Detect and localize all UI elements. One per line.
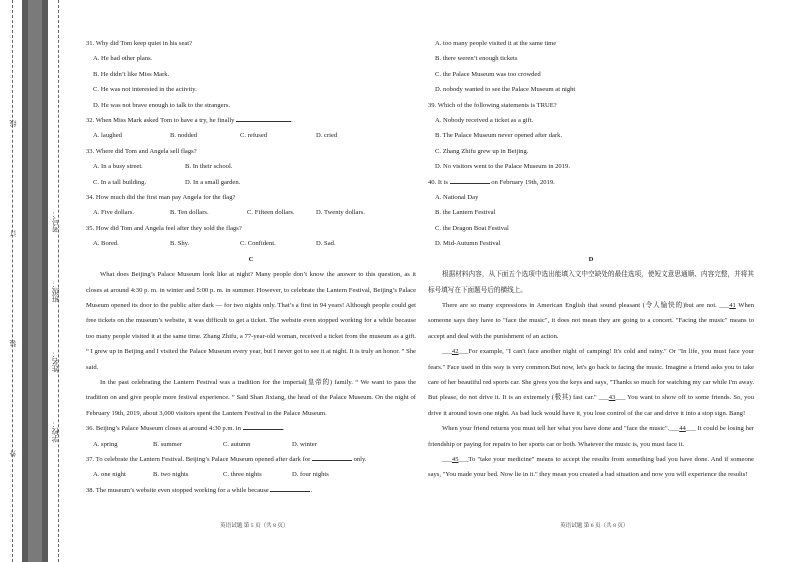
question-33: 33. Where did Tom and Angela sell flags? — [86, 147, 197, 155]
passage-paragraph: ___42___For example, "I can't face another night of camping! It's cold and rainy." Or "In life, you must face your fears." Face used in this way is very common.But now, let's go back to facing the music. Imagine a friend asks you to take care of her beautiful red sports car. She gives you the keys and says, "Thanks so much for watching my car while I'm away. But please, do not drive it. It is an extremely (极其) fast car." ___43___ You want to show off to some friends. So, you drive it around town one night. As bad luck would have it, you lose control of the car and drive it into a stop sign. Bang! — [428, 348, 754, 417]
option: C. In a tall building. — [93, 178, 147, 186]
option: D. He was not brave enough to talk to the strangers. — [93, 101, 230, 109]
class-field: 班级： — [51, 280, 60, 303]
passage-paragraph: When your friend returns you must tell her what you have done and "face the music".___44___ It could be losing her friendship or paying for repairs to her sports car or both. Whatever the music is, you must face it. — [428, 425, 754, 448]
option: A. too many people visited it at the same time — [435, 40, 557, 47]
option: B. He didn’t like Miss Mark. — [93, 70, 170, 78]
instructions: 根据材料内容，从下面五个选项中选出能填入文中空缺处的最佳选项，使短文意思通顺、内容完整，并将其标号填写在下面题号后的横线上。 — [428, 271, 754, 294]
binding-mark: 装 — [9, 340, 17, 347]
option: C. the Dragon Boat Festival — [435, 224, 509, 232]
option: A. Nobody received a ticket as a gift. — [435, 117, 534, 125]
option: D. Sad. — [316, 240, 336, 248]
option: C. autumn — [223, 440, 251, 448]
passage-paragraph: What does Beijing’s Palace Museum look like at night? Many people don’t know the answer to this question, as it closes at around 4:30 p. m. in winter and 5:00 p. m. in summer. However, to celebrate the Lantern Festival, Beijing’s Palace Museum opened its door to the public after dark — for two nights only. That’s a first in 94 years! Although people could get free tickets on the museum’s website, it was difficult to get a ticket. The website even stopped working for a while because too many people visited it at the same time. Zhang Zhifu, a 77-year-old woman, received a ticket from the museum as a gift. “ I grew up in Beijing and I visited the Palace Museum every year, but I never got to see it at night. It is truly an honor. ” She said. — [86, 271, 416, 371]
answer-blank — [243, 421, 283, 430]
option: B. nodded — [170, 132, 198, 140]
option: D. cried — [316, 132, 338, 140]
section-heading-d: D — [588, 255, 594, 263]
answer-blank — [312, 452, 352, 461]
option: D. Twenty dollars. — [316, 209, 365, 217]
binding-bar-inner — [28, 0, 42, 562]
passage-paragraph: ___45___To "take your medicine" means to accept the results from something bad you have done. And if someone says, "You made your bed. Now lie in it." they mean you created a bad situation and now you will experience the results! — [428, 455, 754, 479]
option: C. He was not interested in the activity. — [93, 86, 197, 94]
answer-blank — [450, 175, 490, 184]
question-37: 37. To celebrate the Lantern Festival. Beijing’s Palace Museum opened after dark for only. — [86, 452, 416, 467]
passage-paragraph: In the past celebrating the Lantern Festival was a tradition for the imperial(皇帝的) family. “ We want to pass the tradition on and give people more festival experience. ” Said Shan Jixiang, the head of the Palace Museum. On the night of February 19th, 2019, about 3,000 visitors spent the Lantern Festival in the Palace Museum. — [86, 378, 416, 417]
question-31: 31. Why did Tom keep quiet in his seat? — [86, 40, 193, 47]
option: D. Mid-Autumn Festival — [435, 240, 501, 248]
binding-strip — [0, 0, 70, 562]
binding-mark: 外 — [9, 450, 17, 457]
binding-mark: 订 — [9, 230, 17, 237]
option: C. refused — [240, 132, 268, 140]
option: C. three nights — [223, 471, 262, 479]
options-row — [86, 159, 416, 174]
option: B. summer — [153, 440, 182, 448]
option: A. Bored. — [93, 240, 119, 248]
option: D. winter — [292, 440, 317, 448]
option: C. Zhang Zhifu grew up in Beijing. — [435, 147, 529, 155]
option: D. No visitors went to the Palace Museum in 2019. — [435, 163, 570, 171]
blank-44: 44 — [679, 425, 686, 433]
options-row — [86, 467, 416, 482]
blank-42: 42 — [451, 348, 459, 356]
option: C. Confident. — [240, 240, 276, 248]
left-column — [86, 36, 416, 498]
school-field: 学校： — [51, 420, 60, 443]
option: A. one night — [93, 471, 126, 479]
option: A. Five dollars. — [93, 209, 135, 217]
option: A. spring — [93, 440, 118, 448]
blank-43: 43 — [608, 394, 616, 402]
blank-41: 41 — [729, 301, 736, 309]
question-34: 34. How much did the first man pay Angela for the flag? — [86, 194, 236, 202]
option: C. Fifteen dollars. — [247, 209, 295, 217]
option: B. the Lantern Festival — [435, 209, 496, 217]
option: B. The Palace Museum never opened after dark. — [435, 132, 563, 140]
option: B. Shy. — [170, 240, 190, 248]
page-footer-right: 英语试题 第 6 页（共 8 页） — [560, 523, 629, 529]
cut-line-outer — [12, 0, 13, 562]
right-column — [428, 36, 754, 483]
blank-45: 45 — [451, 455, 459, 463]
question-35: 35. How did Tom and Angela feel after they sold the flags? — [86, 224, 242, 232]
section-heading-c: C — [248, 255, 254, 263]
exam-number-field: 考号： — [51, 210, 60, 233]
question-39: 39. Which of the following statements is TRUE? — [428, 101, 557, 109]
option: C. the Palace Museum was too crowded — [435, 70, 541, 78]
options-row — [86, 128, 416, 143]
option: B. In their school. — [185, 163, 233, 171]
name-field: 姓名： — [51, 350, 60, 373]
question-32: 32. When Miss Mark asked Tom to have a try, he finally . — [86, 113, 416, 128]
page-footer-left: 英语试题 第 5 页（共 8 页） — [220, 523, 289, 529]
option: B. two nights — [153, 471, 189, 479]
option: B. there weren’t enough tickets — [435, 55, 518, 63]
option: A. National Day — [435, 194, 479, 202]
answer-blank — [270, 483, 310, 492]
binding-mark: 线 — [9, 120, 17, 127]
option: D. In a small garden. — [185, 178, 241, 186]
options-row — [86, 437, 416, 452]
options-row — [86, 236, 416, 251]
option: B. Ten dollars. — [170, 209, 209, 217]
question-36: 36. Beijing’s Palace Museum closes at around 4:30 p.m. in . — [86, 421, 416, 436]
option: D. nobody wanted to see the Palace Museum at night — [435, 86, 576, 94]
option: A. In a busy street. — [93, 163, 143, 171]
passage-paragraph: There are so many expressions in American English that sound pleasant (令人愉快的)but are not. ___41 When someone says they have to "face the music", it does not mean they are going to a concert. "Facing the music" means to accept and deal with the punishment of an action. — [428, 301, 754, 340]
option: A. laughed — [93, 132, 122, 140]
option: A. He had other plans. — [93, 55, 153, 63]
options-row — [86, 175, 416, 190]
option: D. four nights — [292, 471, 329, 479]
answer-blank — [236, 113, 291, 122]
options-row — [86, 205, 416, 220]
question-38: 38. The museum’s website even stopped working for a while because . — [86, 483, 416, 498]
question-40: 40. It is on February 19th, 2019. — [428, 175, 754, 190]
